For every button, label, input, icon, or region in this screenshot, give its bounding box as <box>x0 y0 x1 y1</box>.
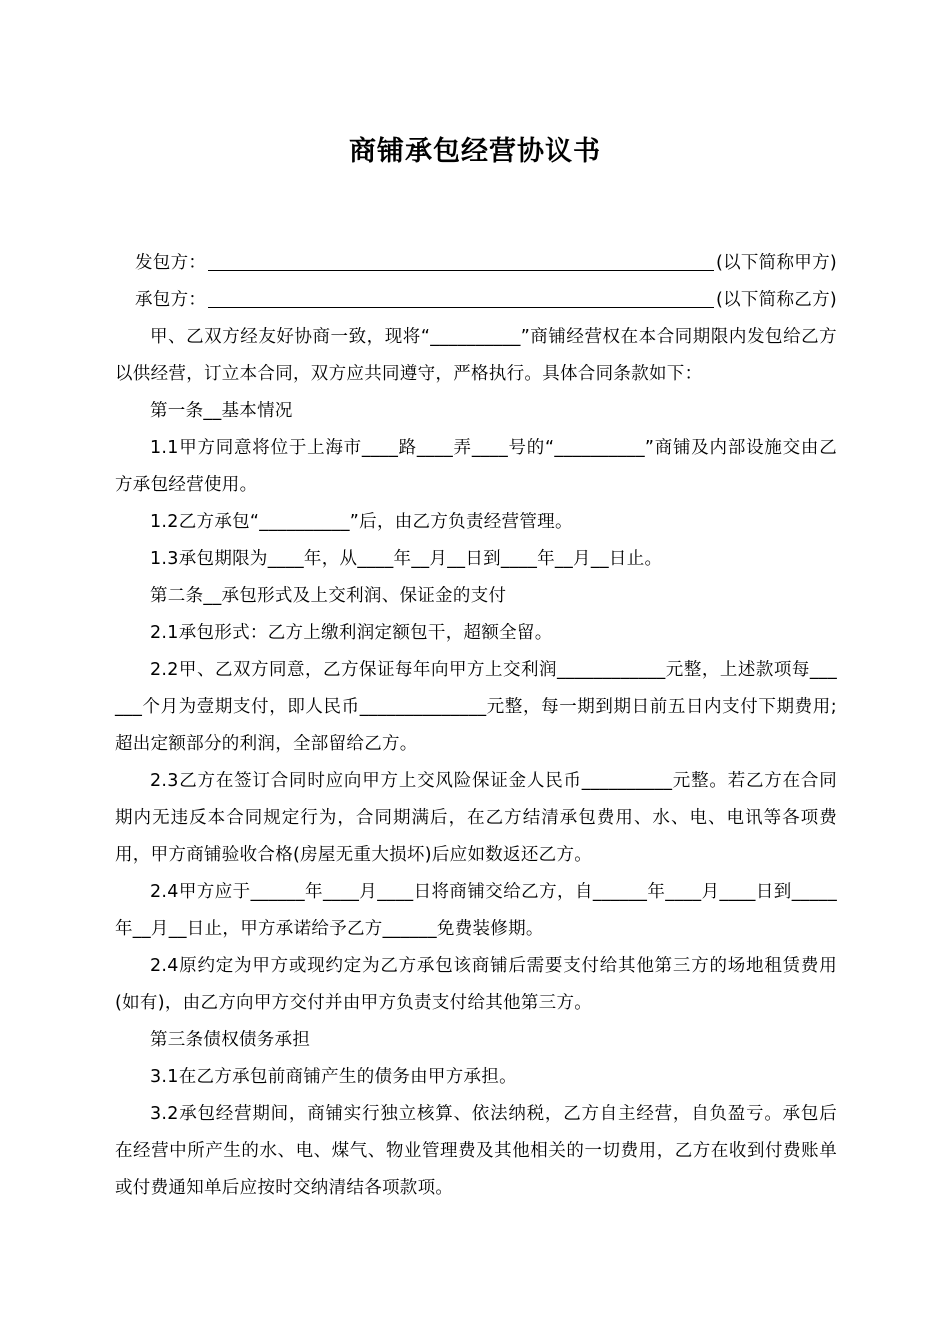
clause-2-2: 2.2甲、乙双方同意，乙方保证每年向甲方上交利润____________元整，上述款项每______个月为壹期支付，即人民币______________元整，每一期到期日前五日内支付下期费用;超出定额部分的利润，全部留给乙方。 <box>115 660 837 754</box>
party-b-blank <box>208 282 714 308</box>
clause-1-3: 1.3承包期限为____年，从____年__月__日到____年__月__日止。 <box>150 549 663 569</box>
party-a-label: 发包方： <box>135 253 207 273</box>
document-title: 商铺承包经营协议书 <box>349 136 601 167</box>
document-body <box>115 245 837 1207</box>
clause-2-1: 2.1承包形式：乙方上缴利润定额包干，超额全留。 <box>150 623 553 643</box>
clause-2-3: 2.3乙方在签订合同时应向甲方上交风险保证金人民币__________元整。若乙方在合同期内无违反本合同规定行为，合同期满后，在乙方结清承包费用、水、电、电讯等各项费用，甲方商铺验收合格(房屋无重大损坏)后应如数返还乙方。 <box>115 771 837 865</box>
party-a-note: (以下简称甲方) <box>715 253 837 273</box>
article-3-heading: 第三条债权债务承担 <box>150 1030 311 1050</box>
party-b-label: 承包方： <box>135 290 207 310</box>
clause-2-4a: 2.4甲方应于______年____月____日将商铺交给乙方，自______年____月____日到_____年__月__日止，甲方承诺给予乙方______免费装修期。 <box>115 882 837 939</box>
clause-1-2: 1.2乙方承包“__________”后，由乙方负责经营管理。 <box>150 512 573 532</box>
article-1-heading: 第一条__基本情况 <box>150 401 293 421</box>
party-a-blank <box>208 245 714 271</box>
party-b-line <box>115 282 837 319</box>
clause-2-4b: 2.4原约定为甲方或现约定为乙方承包该商铺后需要支付给其他第三方的场地租赁费用(如有)，由乙方向甲方交付并由甲方负责支付给其他第三方。 <box>115 956 837 1013</box>
clause-3-2: 3.2承包经营期间，商铺实行独立核算、依法纳税，乙方自主经营，自负盈亏。承包后在经营中所产生的水、电、煤气、物业管理费及其他相关的一切费用，乙方在收到付费账单或付费通知单后应按时交纳清结各项款项。 <box>115 1104 837 1198</box>
party-b-note: (以下简称乙方) <box>715 290 837 310</box>
article-2-heading: 第二条__承包形式及上交利润、保证金的支付 <box>150 586 507 606</box>
intro-paragraph: 甲、乙双方经友好协商一致，现将“__________”商铺经营权在本合同期限内发包给乙方以供经营，订立本合同，双方应共同遵守，严格执行。具体合同条款如下： <box>115 327 837 384</box>
clause-3-1: 3.1在乙方承包前商铺产生的债务由甲方承担。 <box>150 1067 517 1087</box>
party-a-line <box>115 245 837 282</box>
clause-1-1: 1.1甲方同意将位于上海市____路____弄____号的“__________”商铺及内部设施交由乙方承包经营使用。 <box>115 438 837 495</box>
